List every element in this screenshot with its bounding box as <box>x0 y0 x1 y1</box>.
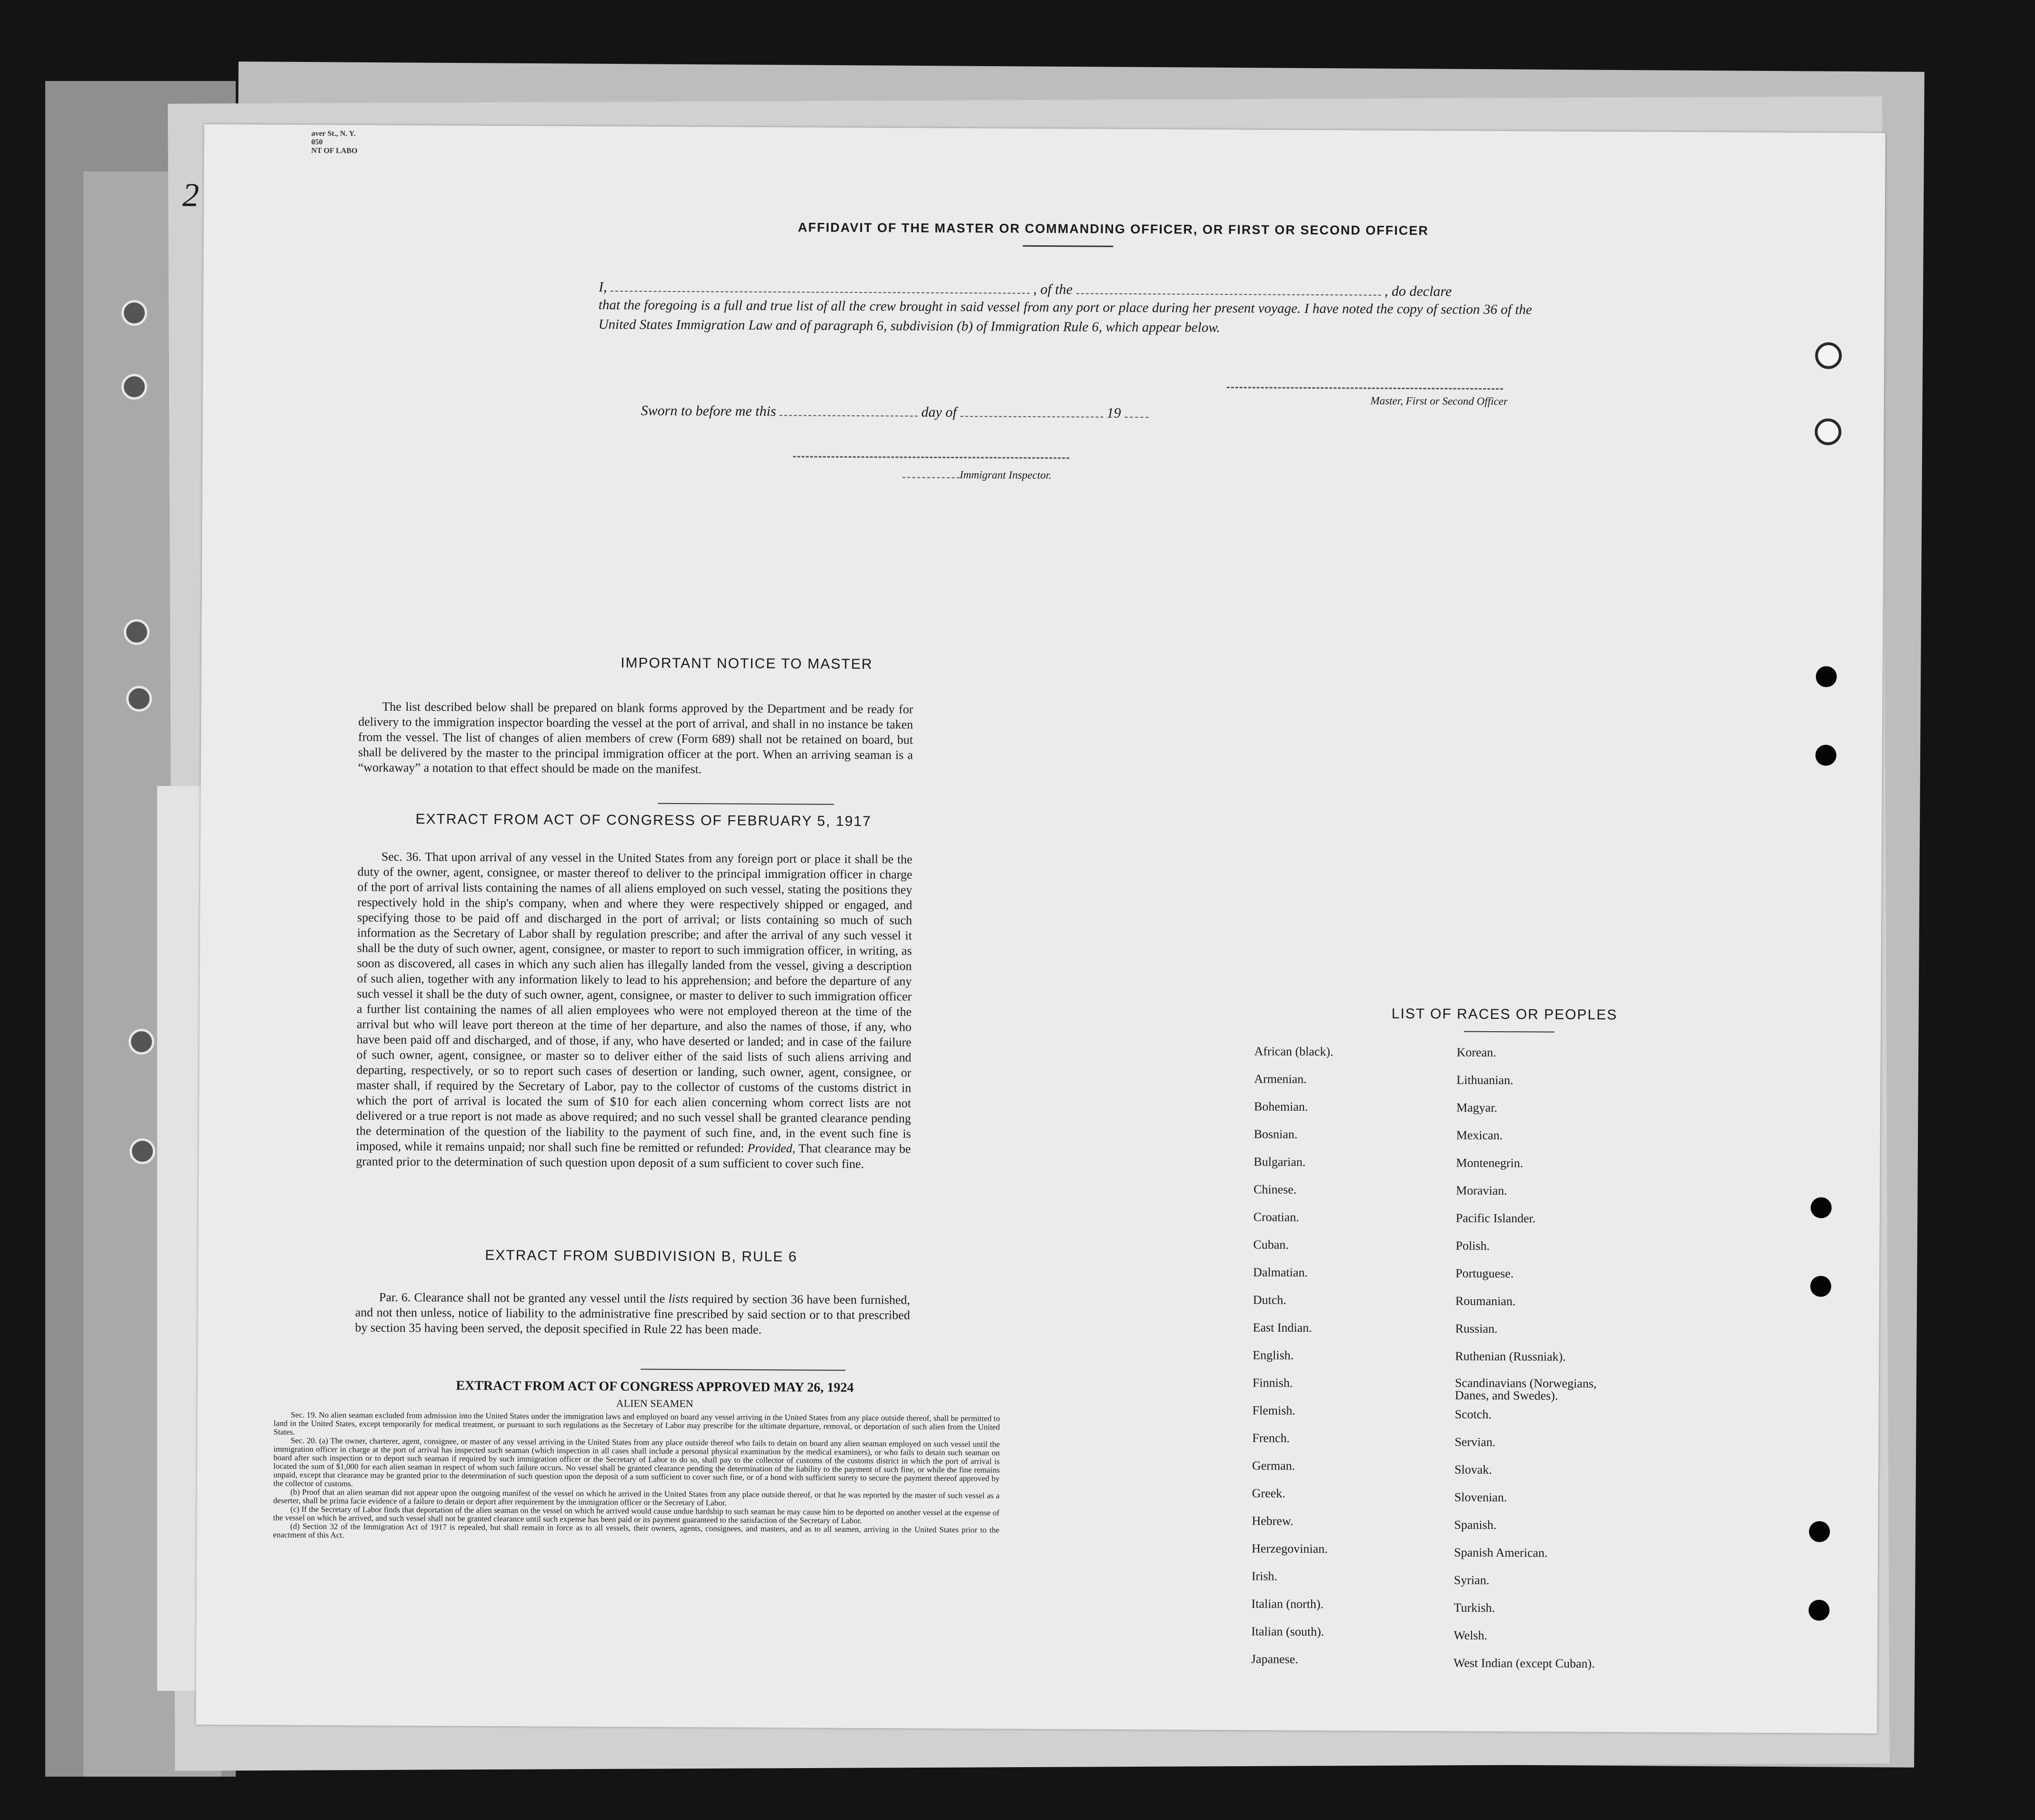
extract-1924-paragraph: (c) If the Secretary of Labor finds that deportation of the alien seaman on the vessel on which he arrived would cause undue hardship to such seaman he may cause him to be deported on another vessel at the expense of the vessel on which he arrived, and such vessel shall not be granted clearance until such expense has been paid or its payment guaranteed to the satisfaction of the Secretary of Labor. <box>273 1504 1000 1526</box>
document-page <box>182 124 1885 1733</box>
extract-rule6-body-1: Par. 6. Clearance shall not be granted any vessel until the <box>379 1290 665 1306</box>
race-item: Bulgarian. <box>1253 1155 1306 1169</box>
race-item: Greek. <box>1252 1486 1285 1500</box>
race-item: Italian (south). <box>1251 1624 1324 1639</box>
extract-1924-body <box>273 1411 1000 1543</box>
affidavit-body: that the foregoing is a full and true list of all the crew brought in said vessel from any port or place during her present voyage. I have noted the copy of section 36 of the United States Immigration Law and of paragraph 6, subdivision (b) of Immigration Rule 6, which appear below. <box>598 297 1532 335</box>
race-item: Herzegovinian. <box>1252 1541 1328 1556</box>
race-item: Dalmatian. <box>1253 1265 1308 1279</box>
year-blank <box>1124 412 1148 418</box>
punch-hole-icon <box>1816 666 1837 687</box>
vessel-blank <box>1076 288 1381 295</box>
race-item: Ruthenian (Russniak). <box>1455 1349 1566 1364</box>
binder-hole-icon <box>124 619 150 645</box>
divider <box>1023 245 1113 247</box>
name-blank <box>611 286 1030 294</box>
stamp-line: 050 <box>311 138 323 147</box>
binder-hole-icon <box>130 1138 155 1164</box>
punch-hole-icon <box>1811 1197 1832 1218</box>
race-item: Chinese. <box>1253 1182 1297 1197</box>
race-item: Flemish. <box>1252 1403 1296 1418</box>
extract-1917-provided: Provided, <box>747 1141 796 1156</box>
punch-hole-icon <box>1808 1599 1829 1620</box>
divider <box>658 803 834 805</box>
binder-hole-icon <box>121 300 147 326</box>
race-item: Servian. <box>1454 1435 1496 1449</box>
binder-hole-icon <box>129 1029 154 1055</box>
divider <box>1464 1031 1554 1033</box>
race-item: English. <box>1253 1348 1294 1362</box>
stamp-line: aver St., N. Y. <box>311 129 356 138</box>
margin-mark: 2 <box>182 177 200 214</box>
race-item: Hebrew. <box>1252 1514 1293 1528</box>
race-item: Dutch. <box>1253 1293 1287 1307</box>
race-item: Armenian. <box>1254 1072 1307 1086</box>
races-left-column <box>1251 1044 1445 1680</box>
binder-hole-icon <box>1815 342 1842 369</box>
extract-1917-title: EXTRACT FROM ACT OF CONGRESS OF FEBRUARY 5, 1917 <box>415 811 872 830</box>
day-blank <box>780 410 918 417</box>
race-item: Montenegrin. <box>1456 1156 1524 1170</box>
notice-title: IMPORTANT NOTICE TO MASTER <box>621 655 873 673</box>
header-stamp <box>311 130 357 156</box>
race-item: German. <box>1252 1458 1295 1473</box>
extract-1924-paragraph: (d) Section 32 of the Immigration Act of 1917 is repealed, but shall remain in force as to all vessels, their owners, agents, consignees, and masters, and as to all seamen, arriving in the United States prior to the enactment of this Act. <box>273 1521 1000 1540</box>
inspector-label <box>902 468 1188 482</box>
notice-body: The list described below shall be prepared on blank forms approved by the Department and be ready for delivery to the immigration inspector boarding the vessel at the port of arrival, and shall in no instance be taken from the vessel. The list of changes of alien members of crew (Form 689) shall not be retained on board, but shall be delivered by the master to the principal immigration officer at the port. When an arriving seaman is a “workaway” a notation to that effect should be made on the manifest. <box>358 699 913 776</box>
sworn-start: Sworn to before me this <box>641 402 776 420</box>
race-item: Italian (north). <box>1251 1597 1324 1611</box>
race-item: Bosnian. <box>1253 1127 1298 1141</box>
extract-rule6-title: EXTRACT FROM SUBDIVISION B, RULE 6 <box>485 1247 798 1265</box>
race-item: French. <box>1252 1431 1290 1445</box>
race-item: Moravian. <box>1456 1183 1507 1198</box>
stamp-line: NT OF LABO <box>311 146 358 155</box>
extract-rule6-body <box>355 1289 910 1338</box>
race-item: Spanish American. <box>1454 1545 1548 1560</box>
race-item: Croatian. <box>1253 1210 1299 1224</box>
extract-1924-paragraph: Sec. 19. No alien seaman excluded from admission into the United States under the immigration laws and employed on board any vessel arriving in the United States from any place outside thereof, shall be permitted to land in the United States, except temporarily for medical treatment, or pursuant to such regulations as the Secretary of Labor may prescribe for the ultimate departure, removal, or deportation of such alien from the United States. <box>273 1410 1000 1437</box>
affidavit-title: AFFIDAVIT OF THE MASTER OR COMMANDING OFFICER, OR FIRST OR SECOND OFFICER <box>798 220 1429 238</box>
sworn-line <box>641 403 1260 422</box>
race-item: Welsh. <box>1454 1628 1488 1642</box>
sworn-mid: day of <box>921 404 957 421</box>
extract-rule6-body-2: required by section 36 have been furnished, and not then unless, notice of liability to the administrative fine prescribed by said section or to that prescribed by section 35 having been served, the deposit specified in Rule 22 has been made. <box>355 1292 911 1337</box>
affidavit-line-mid: , of the <box>1033 281 1073 298</box>
inspector-label-text: Immigrant Inspector. <box>959 469 1052 482</box>
race-item: Turkish. <box>1454 1600 1495 1615</box>
race-item: Pacific Islander. <box>1455 1211 1536 1226</box>
extract-1924-title: EXTRACT FROM ACT OF CONGRESS APPROVED MAY 26, 1924 <box>456 1378 854 1395</box>
punch-hole-icon <box>1809 1521 1830 1542</box>
race-item: Scotch. <box>1454 1407 1492 1421</box>
race-item: West Indian (except Cuban). <box>1453 1656 1595 1671</box>
extract-1924-paragraph: (b) Proof that an alien seaman did not appear upon the outgoing manifest of the vessel on which he arrived in the United States from any place outside thereof, or that he was reported by the master of such vessel as a deserter, shall be prima facie evidence of a failure to detain or deport after requirement by the immigration officer or the Secretary of Labor. <box>273 1487 1000 1508</box>
race-item: Magyar. <box>1456 1100 1498 1115</box>
races-title: LIST OF RACES OR PEOPLES <box>1391 1006 1618 1023</box>
race-item: Russian. <box>1455 1321 1498 1336</box>
race-item: Bohemian. <box>1253 1099 1308 1114</box>
extract-1917-body-2: That clearance may be granted prior to the determination of such question upon deposit of a sum sufficient to cover such fine. <box>356 1141 911 1171</box>
race-item: Slovenian. <box>1454 1490 1507 1505</box>
binder-hole-icon <box>126 686 152 712</box>
race-item: Slovak. <box>1454 1462 1492 1477</box>
inspector-signature-line <box>793 456 1069 459</box>
race-item: East Indian. <box>1253 1320 1312 1335</box>
binder-hole-icon <box>121 374 147 400</box>
race-item: Japanese. <box>1251 1652 1298 1666</box>
races-right-column <box>1454 1046 1657 1685</box>
race-item: Syrian. <box>1454 1573 1490 1587</box>
race-item: African (black). <box>1254 1044 1333 1059</box>
race-item: Portuguese. <box>1455 1266 1514 1281</box>
extract-1924-paragraph: Sec. 20. (a) The owner, charterer, agent, consignee, or master of any vessel arriving in the United States from any place outside thereof who fails to detain on board any alien seaman employed on such vessel until the immigration officer in charge at the port of arrival has inspected such seaman (which inspection in all cases shall include a personal physical examination by the medical examiners), or who fails to detain such seaman on board after such inspection or to deport such seaman if required by such immigration officer or the Secretary of Labor to do so, shall pay to the collector of customs of the customs district in which the port of arrival is located the sum of $1,000 for each alien seaman in respect of whom such failure occurs. No vessel shall be granted clearance pending the determination of the liability to the payment of such fine, or while the fine remains unpaid, except that clearance may be granted prior to the determination of such question upon the deposit of a sum sufficient to cover such fine, or of a bond with sufficient surety to secure the payment thereof approved by the collector of customs. <box>273 1436 1000 1488</box>
signature-line <box>1227 387 1503 390</box>
punch-hole-icon <box>1815 745 1836 766</box>
divider <box>641 1369 845 1371</box>
extract-1917-body <box>356 849 912 1172</box>
affidavit-line-end: , do declare <box>1384 283 1452 300</box>
extract-1917-body-1: Sec. 36. That upon arrival of any vessel in the United States from any foreign port or place it shall be the duty of the owner, agent, consignee, or master thereof to deliver to the principal immigration officer in charge of the port of arrival lists containing the names of all aliens employed on such vessel, stating the positions they respectively hold in the ship's company, when and where they were respectively shipped or engaged, and specifying those to be paid off and discharged in the port of arrival; or lists containing so much of such information as the Secretary of Labor shall by regulation prescribe; and after the arrival of any such vessel it shall be the duty of such owner, agent, consignee, or master to report to such immigration officer, in writing, as soon as discovered, all cases in which any such alien has illegally landed from the vessel, giving a description of such alien, together with any information likely to lead to his apprehension; and before the departure of any such vessel it shall be the duty of such owner, agent, consignee, or master to deliver to such immigration officer a further list containing the names of all alien employees who were not employed thereon at the time of the arrival but who will leave port thereon at the time of her departure, and also the names of those, if any, who have been paid off and discharged, and of those, if any, who have deserted or landed; and in case of the failure of such owner, agent, consignee, or master so to deliver either of the said lists of such aliens arriving and departing, respectively, or so to report such cases of desertion or landing, such owner, agent, consignee, or master shall, if required by the Secretary of Labor, pay to the collector of customs of the customs district in which the port of arrival is located the sum of $10 for each alien concerning whom correct lists are not delivered or a true report is not made as above required; and no such vessel shall be granted clearance pending the determination of the question of the liability to the payment of such fine, and, in the event such fine is imposed, while it remains unpaid; nor shall such fine be remitted or refunded: <box>356 849 912 1155</box>
extract-1924-subtitle: ALIEN SEAMEN <box>616 1397 693 1410</box>
extract-rule6-lists: lists <box>668 1291 689 1306</box>
race-item: Lithuanian. <box>1456 1073 1514 1087</box>
signature-label: Master, First or Second Officer <box>1370 394 1508 408</box>
race-item: Spanish. <box>1454 1518 1497 1532</box>
month-blank <box>960 411 1103 418</box>
race-item: Finnish. <box>1252 1376 1293 1390</box>
sworn-end: 19 <box>1106 405 1121 421</box>
binder-hole-icon <box>1814 418 1841 445</box>
affidavit-line-start: I, <box>598 279 607 295</box>
punch-hole-icon <box>1810 1276 1831 1297</box>
race-item: Cuban. <box>1253 1237 1289 1252</box>
inspector-dash <box>902 473 960 478</box>
race-item: Roumanian. <box>1455 1294 1516 1308</box>
race-item: Polish. <box>1455 1238 1490 1253</box>
race-item: Irish. <box>1251 1569 1278 1583</box>
race-item: Scandinavians (Norwegians, Danes, and Swedes). <box>1454 1376 1597 1403</box>
race-item: Mexican. <box>1456 1128 1503 1143</box>
race-item: Korean. <box>1456 1045 1496 1060</box>
